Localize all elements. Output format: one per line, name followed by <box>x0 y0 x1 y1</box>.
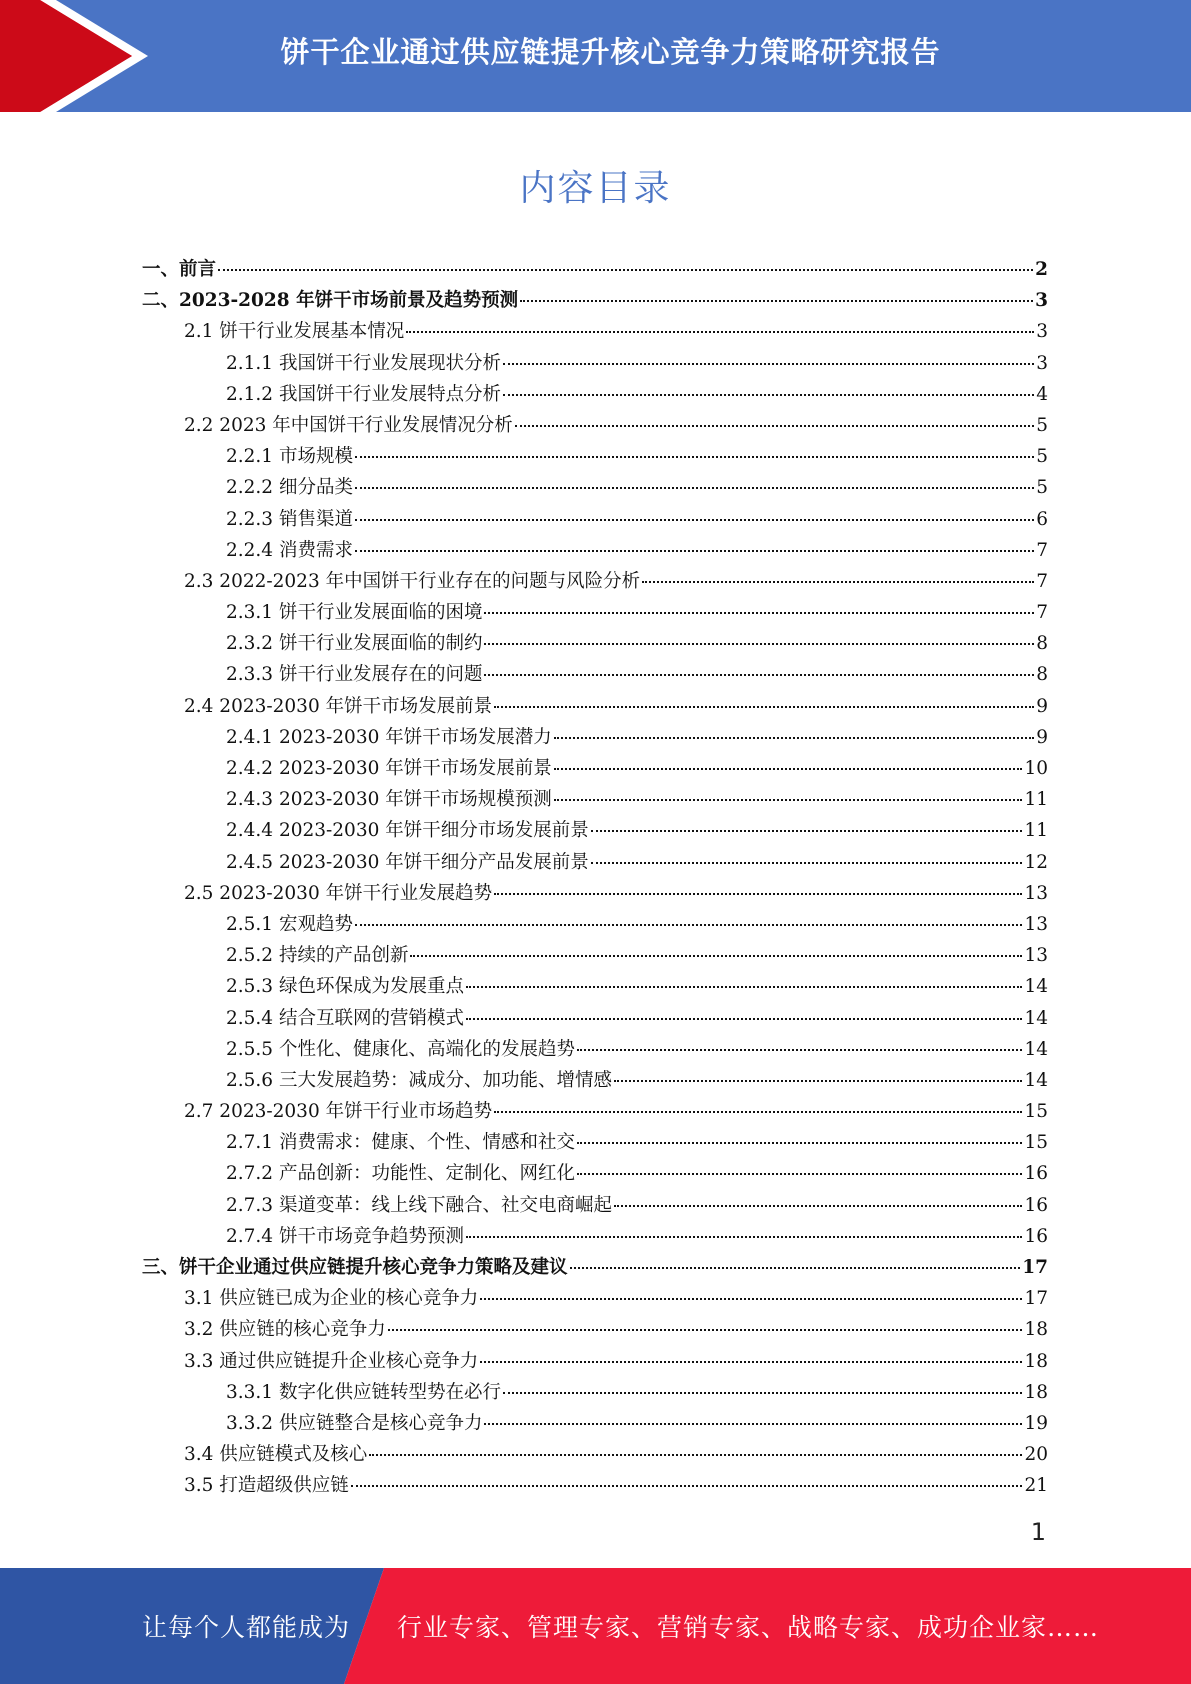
toc-entry[interactable] <box>142 1034 1048 1065</box>
toc-entry-title: 3.3 通过供应链提升企业核心竞争力 <box>184 1350 479 1372</box>
toc-entry-page: 4 <box>1036 383 1048 405</box>
toc-entry-page: 11 <box>1024 789 1048 811</box>
toc-entry-title: 2.3.1 饼干行业发展面临的困境 <box>226 602 483 624</box>
toc-dot-leader <box>570 1257 1021 1269</box>
toc-entry-page: 17 <box>1022 1257 1048 1278</box>
toc-entry[interactable] <box>142 348 1048 379</box>
toc-entry[interactable] <box>142 971 1048 1002</box>
toc-entry[interactable] <box>142 316 1048 347</box>
toc-entry-page: 18 <box>1024 1319 1048 1341</box>
toc-entry-title: 2.4.1 2023-2030 年饼干市场发展潜力 <box>226 726 552 748</box>
toc-entry-title: 2.4.5 2023-2030 年饼干细分产品发展前景 <box>226 851 589 873</box>
toc-entry-title: 2.5 2023-2030 年饼干行业发展趋势 <box>184 882 493 904</box>
toc-entry[interactable] <box>142 1158 1048 1189</box>
toc-entry[interactable] <box>142 909 1048 940</box>
toc-entry[interactable] <box>142 1314 1048 1345</box>
toc-entry-title: 2.7.2 产品创新：功能性、定制化、网红化 <box>226 1163 575 1185</box>
toc-entry-title: 2.4.2 2023-2030 年饼干市场发展前景 <box>226 758 552 779</box>
toc-entry-page: 11 <box>1024 820 1048 842</box>
toc-dot-leader <box>494 883 1022 895</box>
toc-entry-page: 15 <box>1024 1132 1048 1154</box>
toc-entry[interactable] <box>142 847 1048 878</box>
report-title: 饼干企业通过供应链提升核心竞争力策略研究报告 <box>280 34 941 69</box>
footer-band <box>0 1568 1191 1684</box>
toc-entry-title: 一、前言 <box>142 259 217 280</box>
toc-dot-leader <box>410 945 1022 957</box>
toc-entry-title: 2.4 2023-2030 年饼干市场发展前景 <box>184 695 493 717</box>
toc-entry-page: 3 <box>1036 321 1048 343</box>
toc-entry-title: 2.5.5 个性化、健康化、高端化的发展趋势 <box>226 1038 575 1060</box>
toc-dot-leader <box>494 1101 1022 1113</box>
toc-entry-page: 14 <box>1024 1069 1048 1091</box>
toc-entry-title: 2.2.4 消费需求 <box>226 539 353 561</box>
toc-entry-page: 19 <box>1024 1412 1048 1434</box>
toc-entry-title: 2.5.3 绿色环保成为发展重点 <box>226 976 464 998</box>
toc-entry-page: 10 <box>1024 758 1048 779</box>
toc-entry-page: 12 <box>1024 851 1048 873</box>
toc-dot-leader <box>614 1195 1022 1207</box>
toc-entry[interactable] <box>142 254 1048 285</box>
toc-entry[interactable] <box>142 285 1048 316</box>
toc-entry[interactable] <box>142 784 1048 815</box>
toc-entry-title: 3.5 打造超级供应链 <box>184 1475 349 1497</box>
toc-dot-leader <box>577 1132 1022 1144</box>
toc-entry[interactable] <box>142 753 1048 784</box>
toc-dot-leader <box>503 1382 1022 1394</box>
toc-entry[interactable] <box>142 659 1048 690</box>
toc-entry[interactable] <box>142 535 1048 566</box>
toc-dot-leader <box>355 914 1023 926</box>
toc-entry-title: 2.2 2023 年中国饼干行业发展情况分析 <box>184 414 513 436</box>
toc-dot-leader <box>466 1008 1022 1020</box>
toc-dot-leader <box>515 415 1034 427</box>
toc-entry-page: 9 <box>1036 726 1048 748</box>
toc-entry[interactable] <box>142 410 1048 441</box>
toc-entry-page: 18 <box>1024 1350 1048 1372</box>
toc-entry-page: 7 <box>1036 570 1048 592</box>
header-band <box>0 0 1191 112</box>
toc-entry-page: 16 <box>1024 1225 1048 1247</box>
toc-dot-leader <box>355 540 1034 552</box>
toc-entry[interactable] <box>142 1127 1048 1158</box>
toc-entry-page: 5 <box>1036 414 1048 436</box>
toc-dot-leader <box>591 820 1023 832</box>
toc-entry[interactable] <box>142 379 1048 410</box>
toc-entry-page: 21 <box>1024 1475 1048 1497</box>
toc-dot-leader <box>355 477 1034 489</box>
toc-entry[interactable] <box>142 472 1048 503</box>
toc-entry-title: 2.7.1 消费需求：健康、个性、情感和社交 <box>226 1132 575 1154</box>
toc-entry-title: 3.3.2 供应链整合是核心竞争力 <box>226 1412 483 1434</box>
toc-entry-page: 3 <box>1036 352 1048 374</box>
toc-dot-leader <box>406 321 1034 333</box>
toc-entry-page: 20 <box>1024 1444 1048 1466</box>
toc-entry[interactable] <box>142 441 1048 472</box>
toc-entry-title: 2.1.2 我国饼干行业发展特点分析 <box>226 383 501 405</box>
toc-entry-page: 5 <box>1036 477 1048 499</box>
toc-dot-leader <box>484 1413 1022 1425</box>
toc-entry-page: 9 <box>1036 695 1048 717</box>
toc-entry-title: 2.7.4 饼干市场竞争趋势预测 <box>226 1225 464 1247</box>
toc-dot-leader <box>494 696 1034 708</box>
toc-entry-title: 二、2023-2028 年饼干市场前景及趋势预测 <box>142 290 519 312</box>
toc-entry[interactable] <box>142 1346 1048 1377</box>
toc-entry-title: 2.2.2 细分品类 <box>226 477 353 499</box>
toc-entry-title: 2.5.4 结合互联网的营销模式 <box>226 1007 464 1029</box>
toc-entry-page: 16 <box>1024 1194 1048 1216</box>
toc-entry[interactable] <box>142 1470 1048 1501</box>
toc-entry[interactable] <box>142 1065 1048 1096</box>
toc-dot-leader <box>466 1226 1022 1238</box>
toc-entry-title: 2.7.3 渠道变革：线上线下融合、社交电商崛起 <box>226 1194 612 1216</box>
toc-entry-page: 17 <box>1024 1288 1048 1310</box>
toc-dot-leader <box>642 571 1034 583</box>
toc-dot-leader <box>503 384 1034 396</box>
toc-entry-page: 15 <box>1024 1101 1048 1123</box>
toc-entry-title: 2.1.1 我国饼干行业发展现状分析 <box>226 352 501 374</box>
toc-entry[interactable] <box>142 504 1048 535</box>
toc-entry-page: 14 <box>1024 1007 1048 1029</box>
toc-entry[interactable] <box>142 1003 1048 1034</box>
toc-dot-leader <box>480 1288 1022 1300</box>
toc-dot-leader <box>466 976 1022 988</box>
toc-entry[interactable] <box>142 1190 1048 1221</box>
toc-heading: 内容目录 <box>519 168 672 209</box>
toc-entry[interactable] <box>142 1283 1048 1314</box>
toc-entry-page: 7 <box>1036 602 1048 624</box>
toc-dot-leader <box>554 758 1023 770</box>
toc-entry[interactable] <box>142 878 1048 909</box>
toc-entry-page: 6 <box>1036 508 1048 530</box>
toc-entry-title: 2.5.6 三大发展趋势：减成分、加功能、增情感 <box>226 1069 612 1091</box>
toc-entry-page: 18 <box>1024 1381 1048 1403</box>
toc-entry-title: 2.5.1 宏观趋势 <box>226 913 353 935</box>
toc-entry[interactable] <box>142 940 1048 971</box>
toc-entry-title: 2.3 2022-2023 年中国饼干行业存在的问题与风险分析 <box>184 570 641 592</box>
header-arrow-icon <box>0 0 150 112</box>
toc-entry-title: 2.3.3 饼干行业发展存在的问题 <box>226 664 483 686</box>
toc-entry-title: 3.2 供应链的核心竞争力 <box>184 1319 386 1341</box>
toc-entry-page: 13 <box>1024 882 1048 904</box>
toc-entry-title: 2.2.3 销售渠道 <box>226 508 353 530</box>
footer-slogan-left: 让每个人都能成为 <box>142 1613 351 1642</box>
toc-dot-leader <box>503 353 1034 365</box>
toc-entry-page: 16 <box>1024 1163 1048 1185</box>
toc-entry[interactable] <box>142 1096 1048 1127</box>
toc-entry-title: 3.3.1 数字化供应链转型势在必行 <box>226 1381 501 1403</box>
table-of-contents <box>142 254 1048 1502</box>
toc-entry-title: 2.4.3 2023-2030 年饼干市场规模预测 <box>226 789 552 811</box>
toc-entry-title: 2.1 饼干行业发展基本情况 <box>184 321 405 343</box>
toc-dot-leader <box>355 509 1034 521</box>
toc-entry-page: 14 <box>1024 976 1048 998</box>
toc-entry-page: 13 <box>1024 945 1048 967</box>
toc-dot-leader <box>351 1475 1023 1487</box>
footer-slogan-right: 行业专家、管理专家、营销专家、战略专家、成功企业家…… <box>397 1613 1100 1642</box>
toc-dot-leader <box>614 1070 1022 1082</box>
toc-entry-title: 2.3.2 饼干行业发展面临的制约 <box>226 633 483 655</box>
toc-entry[interactable] <box>142 691 1048 722</box>
toc-entry-page: 5 <box>1036 446 1048 468</box>
page-number: 1 <box>1030 1518 1046 1546</box>
toc-entry-page: 7 <box>1036 539 1048 561</box>
toc-entry-title: 3.1 供应链已成为企业的核心竞争力 <box>184 1288 479 1310</box>
toc-dot-leader <box>355 446 1034 458</box>
toc-dot-leader <box>218 259 1033 271</box>
toc-dot-leader <box>369 1444 1022 1456</box>
toc-entry-title: 2.2.1 市场规模 <box>226 446 353 468</box>
toc-dot-leader <box>480 1351 1022 1363</box>
toc-dot-leader <box>577 1163 1022 1175</box>
toc-entry[interactable] <box>142 628 1048 659</box>
toc-entry[interactable] <box>142 1252 1048 1283</box>
toc-entry[interactable] <box>142 815 1048 846</box>
toc-entry[interactable] <box>142 566 1048 597</box>
toc-entry-title: 2.7 2023-2030 年饼干行业市场趋势 <box>184 1101 493 1123</box>
toc-dot-leader <box>554 727 1034 739</box>
toc-dot-leader <box>591 852 1023 864</box>
toc-entry[interactable] <box>142 1377 1048 1408</box>
toc-dot-leader <box>484 664 1034 676</box>
toc-entry-page: 2 <box>1035 259 1048 280</box>
toc-entry[interactable] <box>142 1221 1048 1252</box>
toc-dot-leader <box>484 602 1034 614</box>
toc-dot-leader <box>554 789 1023 801</box>
toc-entry[interactable] <box>142 722 1048 753</box>
toc-entry-page: 3 <box>1035 290 1048 312</box>
toc-dot-leader <box>388 1319 1023 1331</box>
toc-dot-leader <box>484 633 1034 645</box>
toc-entry-page: 8 <box>1036 633 1048 655</box>
toc-entry-title: 3.4 供应链模式及核心 <box>184 1444 368 1466</box>
toc-dot-leader <box>520 290 1033 302</box>
toc-entry-page: 13 <box>1024 913 1048 935</box>
toc-entry[interactable] <box>142 1439 1048 1470</box>
toc-entry-title: 2.5.2 持续的产品创新 <box>226 945 409 967</box>
toc-entry[interactable] <box>142 597 1048 628</box>
toc-entry-title: 三、饼干企业通过供应链提升核心竞争力策略及建议 <box>142 1257 568 1278</box>
toc-entry-page: 8 <box>1036 664 1048 686</box>
toc-entry-page: 14 <box>1024 1038 1048 1060</box>
toc-entry[interactable] <box>142 1408 1048 1439</box>
toc-dot-leader <box>577 1039 1022 1051</box>
toc-entry-title: 2.4.4 2023-2030 年饼干细分市场发展前景 <box>226 820 589 842</box>
